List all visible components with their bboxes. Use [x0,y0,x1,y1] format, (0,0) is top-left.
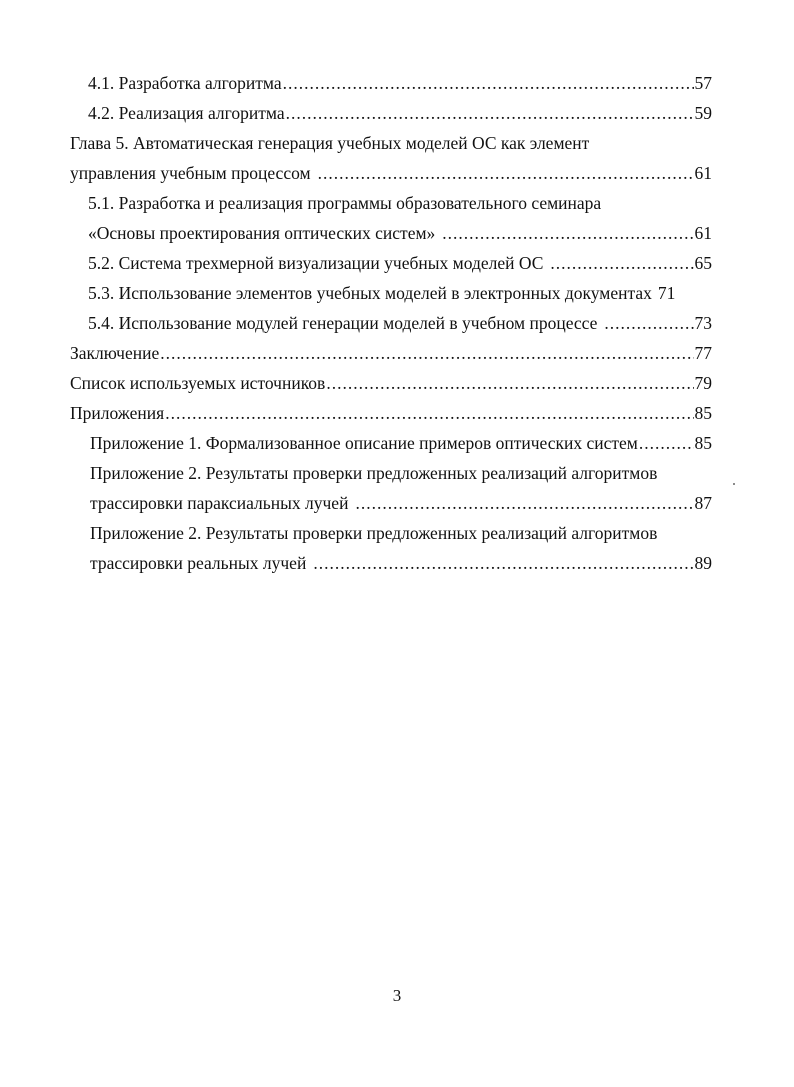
toc-chapter-5 [70,158,712,188]
dot-leader [286,98,694,128]
toc-entry-page: 57 [694,73,712,93]
toc-entry-page: 61 [694,223,712,243]
toc-entry-5-4 [70,308,712,338]
toc-entry-title: 5.2. Система трехмерной визуализации учебных моделей ОС [88,253,544,273]
toc-entry-page: 65 [694,253,712,273]
toc-entry-title: 5.3. Использование элементов учебных моделей в электронных документах [88,283,652,303]
toc-appendices [70,398,712,428]
toc-chapter-5-line1: Глава 5. Автоматическая генерация учебных моделей ОС как элемент [70,133,590,153]
toc-entry-title: «Основы проектирования оптических систем» [88,223,436,243]
dot-leader [318,158,694,188]
toc-entry-page: 73 [694,313,712,333]
toc-entry-title: Приложения [70,403,165,423]
toc-entry-4-1 [70,68,712,98]
toc-entry-4-2 [70,98,712,128]
toc-entry-page: 85 [694,403,712,423]
toc-entry-5-1-line1: 5.1. Разработка и реализация программы образовательного семинара [88,193,602,213]
dot-leader [550,248,693,278]
dot-leader [442,218,693,248]
toc-appendix-2b [70,548,712,578]
page-number: 3 [392,986,402,1005]
toc-entry-page: 71 [657,283,676,303]
scan-speck [733,483,735,485]
toc-entry-title: управления учебным процессом [70,163,311,183]
toc-entry-page: 89 [694,553,712,573]
toc-entry-5-3 [70,278,712,308]
table-of-contents [70,68,712,578]
toc-entry-title: 4.1. Разработка алгоритма [88,73,282,93]
toc-sources [70,368,712,398]
toc-entry-page: 61 [694,163,712,183]
toc-entry-5-1 [70,218,712,248]
toc-entry-page: 79 [694,373,712,393]
dot-leader [355,488,693,518]
dot-leader [165,398,693,428]
toc-entry-title: трассировки реальных лучей [90,553,307,573]
toc-entry-page: 87 [694,493,712,513]
dot-leader [313,548,693,578]
dot-leader [639,428,694,458]
toc-appendix-1 [70,428,712,458]
toc-appendix-2b-line1: Приложение 2. Результаты проверки предложенных реализаций алгоритмов [90,523,658,543]
dot-leader [604,308,693,338]
dot-leader [160,338,693,368]
toc-entry-title: Приложение 1. Формализованное описание примеров оптических систем [90,433,638,453]
toc-entry-title: трассировки параксиальных лучей [90,493,349,513]
dot-leader [283,68,694,98]
toc-entry-title: Список используемых источников [70,373,326,393]
toc-entry-title: 5.4. Использование модулей генерации моделей в учебном процессе [88,313,598,333]
toc-entry-title: 4.2. Реализация алгоритма [88,103,285,123]
dot-leader [326,368,693,398]
toc-entry-page: 77 [694,343,712,363]
toc-appendix-2a [70,488,712,518]
toc-appendix-2a-line1: Приложение 2. Результаты проверки предложенных реализаций алгоритмов [90,463,658,483]
toc-entry-5-2 [70,248,712,278]
toc-entry-title: Заключение [70,343,160,363]
toc-entry-page: 85 [694,433,712,453]
toc-entry-page: 59 [694,103,712,123]
toc-conclusion [70,338,712,368]
